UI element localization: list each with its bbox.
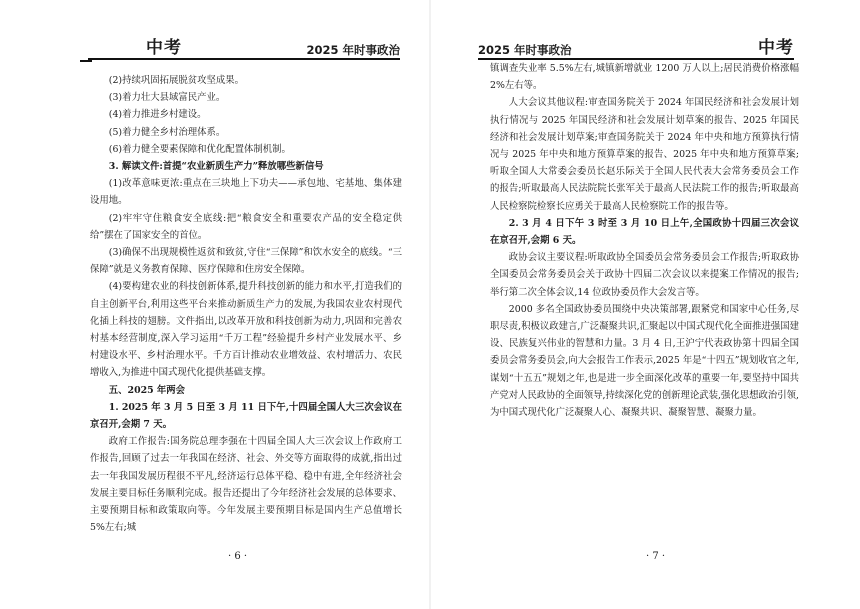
header-mark (80, 60, 92, 62)
event-heading: 2. 3 月 4 日下午 3 时至 3 月 10 日上午,全国政协十四届三次会议在京召开,会期 6 天。 (490, 217, 799, 247)
body-paragraph: 人大会议其他议程:审查国务院关于 2024 年国民经济和社会发展计划执行情况与 2025 年国民经济和社会发展计划草案的报告、2025 年国民经济和社会发展计划草案;审查国务院关于 2024 年中央和地方预算执行情况与 2025 年中央和地方预算草案的报告、2025 年中央和地方预算草案;听取全国人大常委会委员长赵乐际关于全国人民代表大会常务委员会工作的报告;听取最高人民法院院长张军关于最高人民法院工作的报告;听取最高人民检察院检察长应勇关于最高人民检察院工作的报告等。 (490, 97, 799, 212)
page-number: · 6 · (228, 551, 248, 562)
list-item: (3)确保不出现规模性返贫和致贫,守住“三保障”和饮水安全的底线。“三保障”就是义务教育保障、医疗保障和住房安全保障。 (90, 247, 402, 276)
body-paragraph: 政协会议主要议程:听取政协全国委员会常务委员会工作报告;听取政协全国委员会常务委员会关于政协十四届二次会议以来提案工作情况的报告;举行第二次全体会议,14 位政协委员作大会发言等。 (490, 252, 799, 298)
list-item: (1)改革意味更浓:重点在三块地上下功夫——承包地、宅基地、集体建设用地。 (90, 178, 402, 207)
section-heading: 五、2025 年两会 (108, 384, 186, 396)
body-paragraph: 镇调查失业率 5.5%左右,城镇新增就业 1200 万人以上;居民消费价格涨幅 2%左右等。 (490, 63, 799, 92)
body-paragraph: 政府工作报告:国务院总理李强在十四届全国人大三次会议上作政府工作报告,回顾了过去一年我国在经济、社会、外交等方面取得的成就,指出过去一年我国发展历程很不平凡,经济运行总体平稳、稳中有进,全年经济社会发展主要目标任务顺利完成。报告还提出了今年经济社会发展的总体要求、主要预期目标和政策取向等。今年发展主要预期目标是国内生产总值增长 5%左右;城 (90, 436, 402, 534)
list-item: (2)牢牢守住粮食安全底线:把“粮食安全和重要农产品的安全稳定供给”摆在了国家安全的首位。 (90, 212, 402, 241)
header-title: 2025 年时事政治 (478, 43, 572, 57)
list-item: (4)要构建农业的科技创新体系,提升科技创新的能力和水平,打造我们的自主创新平台,利用这些平台来推动新质生产力的发展,为我国农业农村现代化插上科技的翅膀。文件指出,以改革开放和科技创新为动力,巩固和完善农村基本经营制度,深入学习运用“千万工程”经验提升乡村产业发展水平、乡村建设水平、乡村治理水平。千方百计推动农业增效益、农村增活力、农民增收入,为推进中国式现代化提供基础支撑。 (90, 281, 402, 379)
list-item: (2)持续巩固拓展脱贫攻坚成果。 (108, 75, 244, 86)
page-body (90, 72, 402, 536)
list-item: (3)着力壮大县域富民产业。 (108, 92, 226, 104)
page-number: · 7 · (646, 551, 666, 562)
header-exam-label: 中考 (146, 38, 182, 58)
running-header (88, 36, 400, 58)
list-item: (5)着力健全乡村治理体系。 (108, 126, 226, 138)
right-page (430, 0, 860, 609)
header-rule (88, 58, 400, 60)
running-header (478, 36, 794, 58)
section-subheading: 3. 解读文件:首提“农业新质生产力”释放哪些新信号 (108, 161, 324, 173)
header-title: 2025 年时事政治 (306, 43, 400, 57)
page-body (490, 60, 799, 421)
header-exam-label: 中考 (758, 38, 794, 58)
body-paragraph: 2000 多名全国政协委员围绕中央决策部署,跟紧党和国家中心任务,尽职尽责,积极议政建言,广泛凝聚共识,汇聚起以中国式现代化全面推进强国建设、民族复兴伟业的智慧和力量。3 月 4 日,王沪宁代表政协第十四届全国委员会常务委员会,向大会报告工作表示,2025 年是“十四五”规划收官之年,谋划“十五五”规划之年,也是进一步全面深化改革的重要一年,要坚持中国共产党对人民政协的全面领导,持续深化党的创新理论武装,强化思想政治引领,为中国式现代化广泛凝聚人心、凝聚共识、凝聚智慧、凝聚力量。 (490, 303, 799, 419)
list-item: (4)着力推进乡村建设。 (108, 109, 207, 121)
list-item: (6)着力健全要素保障和优化配置体制机制。 (108, 143, 291, 155)
event-heading: 1. 2025 年 3 月 5 日至 3 月 11 日下午,十四届全国人大三次会议在京召开,会期 7 天。 (90, 401, 402, 431)
